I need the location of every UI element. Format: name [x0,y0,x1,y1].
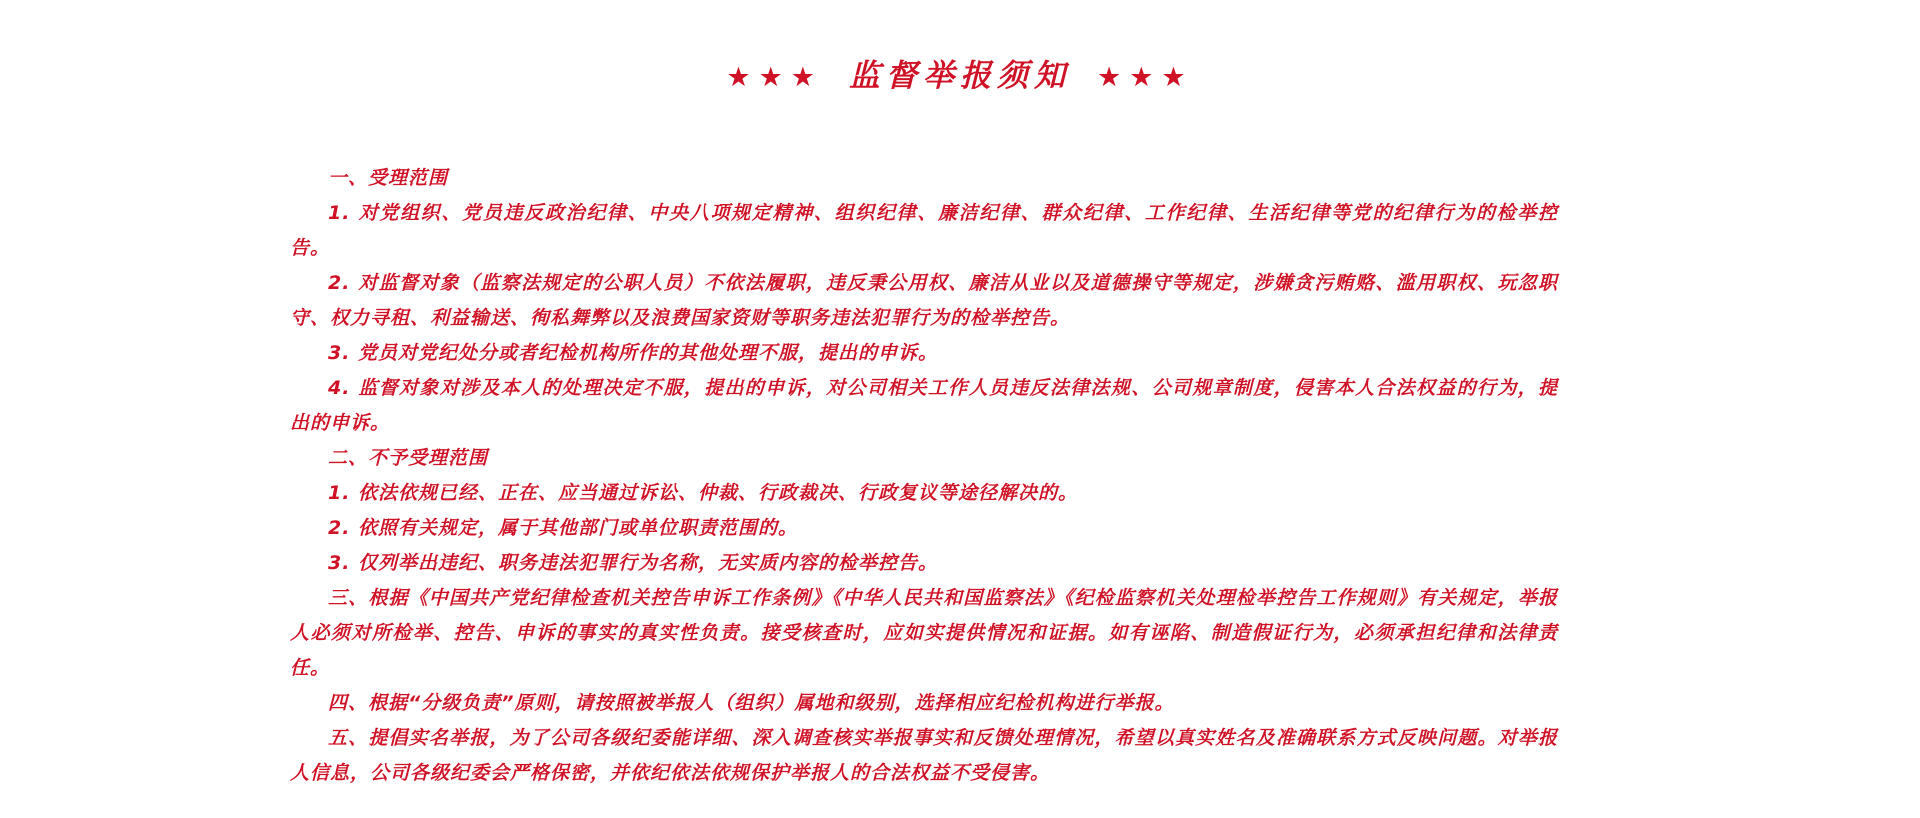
paragraph: 1. 对党组织、党员违反政治纪律、中央八项规定精神、组织纪律、廉洁纪律、群众纪律、工作纪律、生活纪律等党的纪律行为的检举控告。 [290,202,1558,260]
page-title-text: 监督举报须知 [849,58,1071,94]
paragraph: 2. 依照有关规定，属于其他部门或单位职责范围的。 [328,517,799,540]
star-decoration-right: ★★★ [1097,62,1194,94]
paragraph: 四、根据“分级负责”原则，请按照被举报人（组织）属地和级别，选择相应纪检机构进行举报。 [328,692,1175,715]
paragraph: 一、受理范围 [328,167,449,190]
paragraph: 4. 监督对象对涉及本人的处理决定不服，提出的申诉，对公司相关工作人员违反法律法规、公司规章制度，侵害本人合法权益的行为，提出的申诉。 [290,377,1558,435]
paragraph: 三、根据《中国共产党纪律检查机关控告申诉工作条例》《中华人民共和国监察法》《纪检监察机关处理检举控告工作规则》有关规定，举报人必须对所检举、控告、申诉的事实的真实性负责。接受核查时，应如实提供情况和证据。如有诬陷、制造假证行为，必须承担纪律和法律责任。 [290,587,1558,680]
paragraph: 3. 党员对党纪处分或者纪检机构所作的其他处理不服，提出的申诉。 [328,342,939,365]
star-decoration-left: ★★★ [726,62,823,94]
paragraph: 二、不予受理范围 [328,447,489,470]
paragraph: 五、提倡实名举报，为了公司各级纪委能详细、深入调查核实举报事实和反馈处理情况，希望以真实姓名及准确联系方式反映问题。对举报人信息，公司各级纪委会严格保密，并依纪依法依规保护举报人的合法权益不受侵害。 [290,727,1558,785]
page-title [0,0,1920,95]
paragraph: 3. 仅列举出违纪、职务违法犯罪行为名称，无实质内容的检举控告。 [328,552,939,575]
document-body [290,161,1558,791]
paragraph: 1. 依法依规已经、正在、应当通过诉讼、仲裁、行政裁决、行政复议等途径解决的。 [328,482,1079,505]
paragraph: 2. 对监督对象（监察法规定的公职人员）不依法履职，违反秉公用权、廉洁从业以及道德操守等规定，涉嫌贪污贿赂、滥用职权、玩忽职守、权力寻租、利益输送、徇私舞弊以及浪费国家资财等职务违法犯罪行为的检举控告。 [290,272,1558,330]
